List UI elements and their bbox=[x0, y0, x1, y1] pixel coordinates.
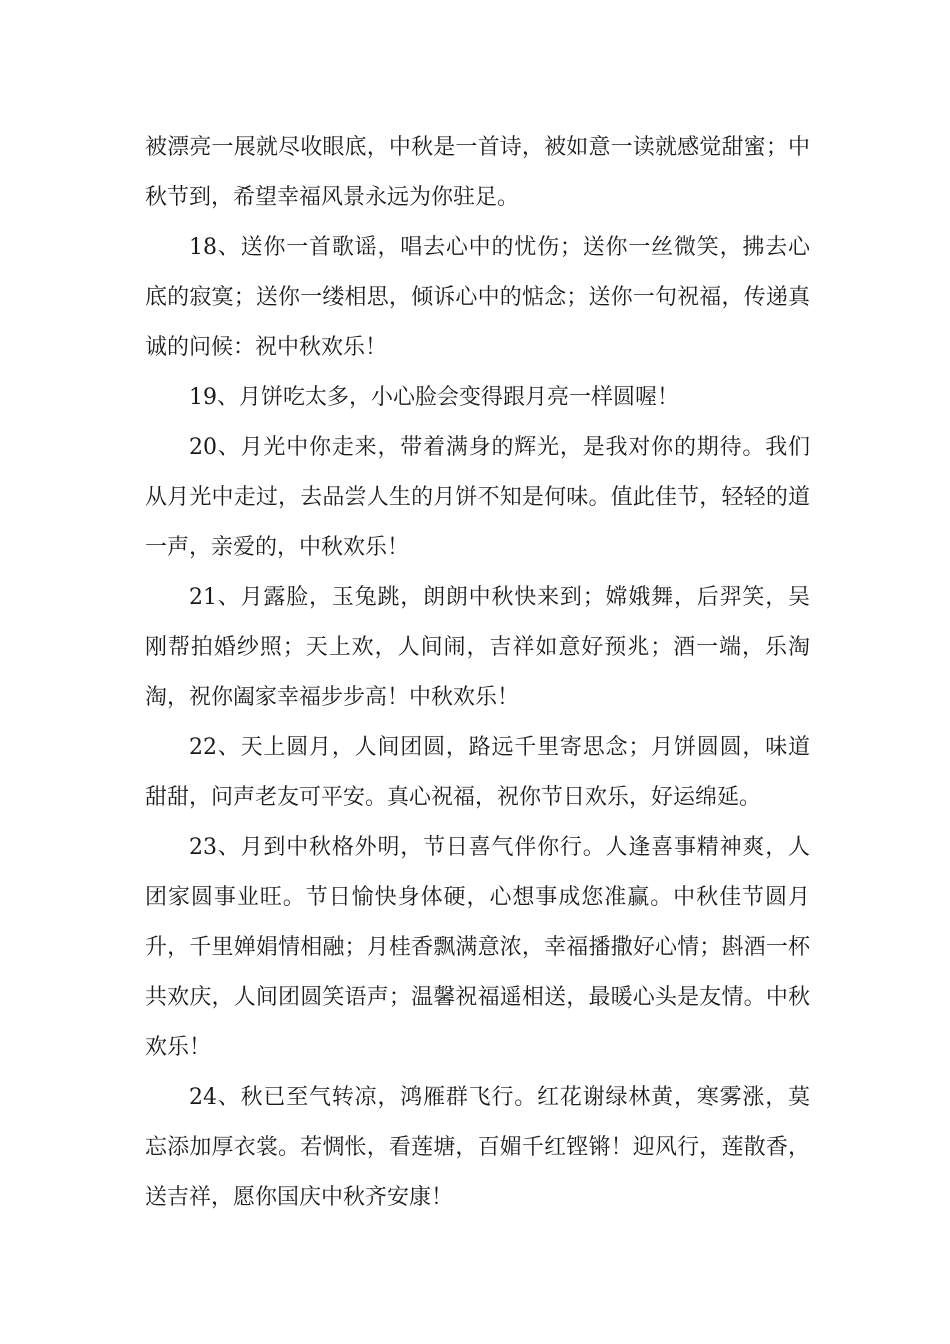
paragraph-20: 20、月光中你走来，带着满身的辉光，是我对你的期待。我们从月光中走过，去品尝人生的月饼不知是何味。值此佳节，轻轻的道一声，亲爱的，中秋欢乐！ bbox=[145, 435, 810, 560]
paragraph-21: 21、月露脸，玉兔跳，朗朗中秋快来到；嫦娥舞，后羿笑，吴刚帮拍婚纱照；天上欢，人间闹，吉祥如意好预兆；酒一端，乐淘淘，祝你阖家幸福步步高！中秋欢乐！ bbox=[145, 585, 810, 710]
paragraph-22: 22、天上圆月，人间团圆，路远千里寄思念；月饼圆圆，味道甜甜，问声老友可平安。真心祝福，祝你节日欢乐，好运绵延。 bbox=[145, 735, 810, 810]
paragraph-continuation: 被漂亮一展就尽收眼底，中秋是一首诗，被如意一读就感觉甜蜜；中秋节到，希望幸福风景永远为你驻足。 bbox=[145, 135, 810, 210]
paragraph-18: 18、送你一首歌谣，唱去心中的忧伤；送你一丝微笑，拂去心底的寂寞；送你一缕相思，倾诉心中的惦念；送你一句祝福，传递真诚的问候：祝中秋欢乐！ bbox=[145, 235, 810, 360]
paragraph-24: 24、秋已至气转凉，鸿雁群飞行。红花谢绿林黄，寒雾涨，莫忘添加厚衣裳。若惆怅，看莲塘，百媚千红铿锵！迎风行，莲散香，送吉祥，愿你国庆中秋齐安康！ bbox=[145, 1085, 810, 1210]
paragraph-23: 23、月到中秋格外明，节日喜气伴你行。人逢喜事精神爽，人团家圆事业旺。节日愉快身体硬，心想事成您准赢。中秋佳节圆月升，千里婵娟情相融；月桂香飘满意浓，幸福播撒好心情；斟酒一杯共欢庆，人间团圆笑语声；温馨祝福遥相送，最暖心头是友情。中秋欢乐！ bbox=[145, 835, 810, 1060]
document-body bbox=[145, 123, 810, 1223]
paragraph-19: 19、月饼吃太多，小心脸会变得跟月亮一样圆喔！ bbox=[189, 385, 679, 410]
